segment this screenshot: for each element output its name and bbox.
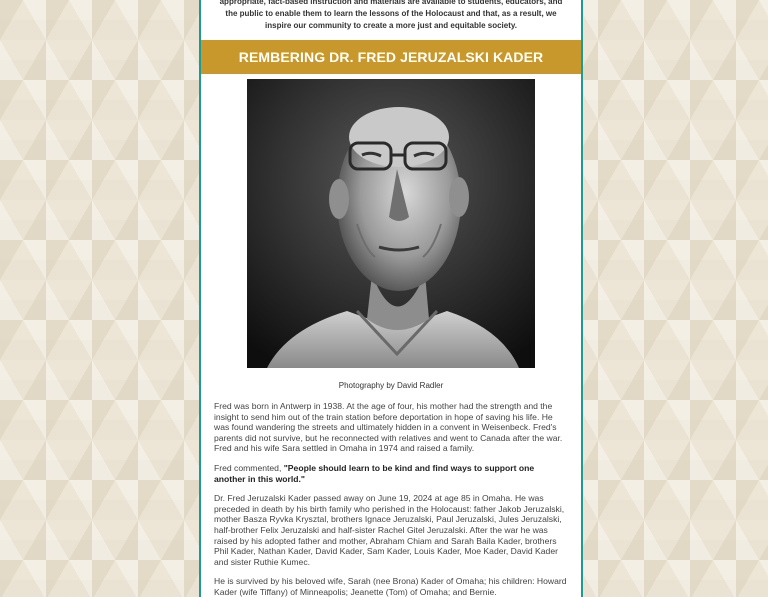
content-column <box>199 0 583 597</box>
survivors-paragraph: He is survived by his beloved wife, Sarah (nee Brona) Kader of Omaha; his children: Howard Kader (wife Tiffany) of Minneapolis; Jeanette (Tom) of Omaha; and Bernie. <box>214 576 567 597</box>
biography-paragraph: Fred was born in Antwerp in 1938. At the age of four, his mother had the strength and the insight to send him out of the train station before deportation in hope of saving his life. He was found wandering the streets and ultimately hidden in a convent in Weisenbeck. Fred's parents did not survive, but he reconnected with relatives and went to Canada after the war. Fred and his wife Sara settled in Omaha in 1974 and raised a family. <box>214 401 563 454</box>
obituary-paragraph: Dr. Fred Jeruzalski Kader passed away on June 19, 2024 at age 85 in Omaha. He was preceded in death by his birth family who perished in the Holocaust: father Jakob Jeruzalski, mother Basza Ryvka Krysztal, brothers Ignace Jeruzalski, Paul Jeruzalski, Jules Jeruzalski, half-brother Felix Jeruzalski and half-sister Rachel Gitel Jeruzalski. After the war he was raised by his adopted father and mother, Abraham Chiam and Sarah Baila Kader, brothers Phil Kader, Nathan Kader, David Kader, Sam Kader, Louis Kader, Moe Kader, David Kader and sister Ruthie Kumec. <box>214 493 565 567</box>
photo-caption: Photography by David Radler <box>338 381 444 390</box>
title-banner <box>201 40 581 74</box>
quote-text: "People should learn to be kind and find ways to support one another in this world." <box>214 462 535 484</box>
intro-text: appropriate, fact-based instruction and materials are available to students, educators, and the public to enable them to learn the lessons of the Holocaust and that, as a result, we inspire our community to create a more just and equitable society. <box>219 0 563 30</box>
quote-intro: Fred commented, <box>214 462 284 473</box>
portrait-image <box>247 79 535 368</box>
page-title: REMBERING DR. FRED JERUZALSKI KADER <box>238 49 544 65</box>
quote-paragraph <box>214 463 568 484</box>
portrait-photo <box>247 79 535 368</box>
article-body <box>214 401 568 597</box>
